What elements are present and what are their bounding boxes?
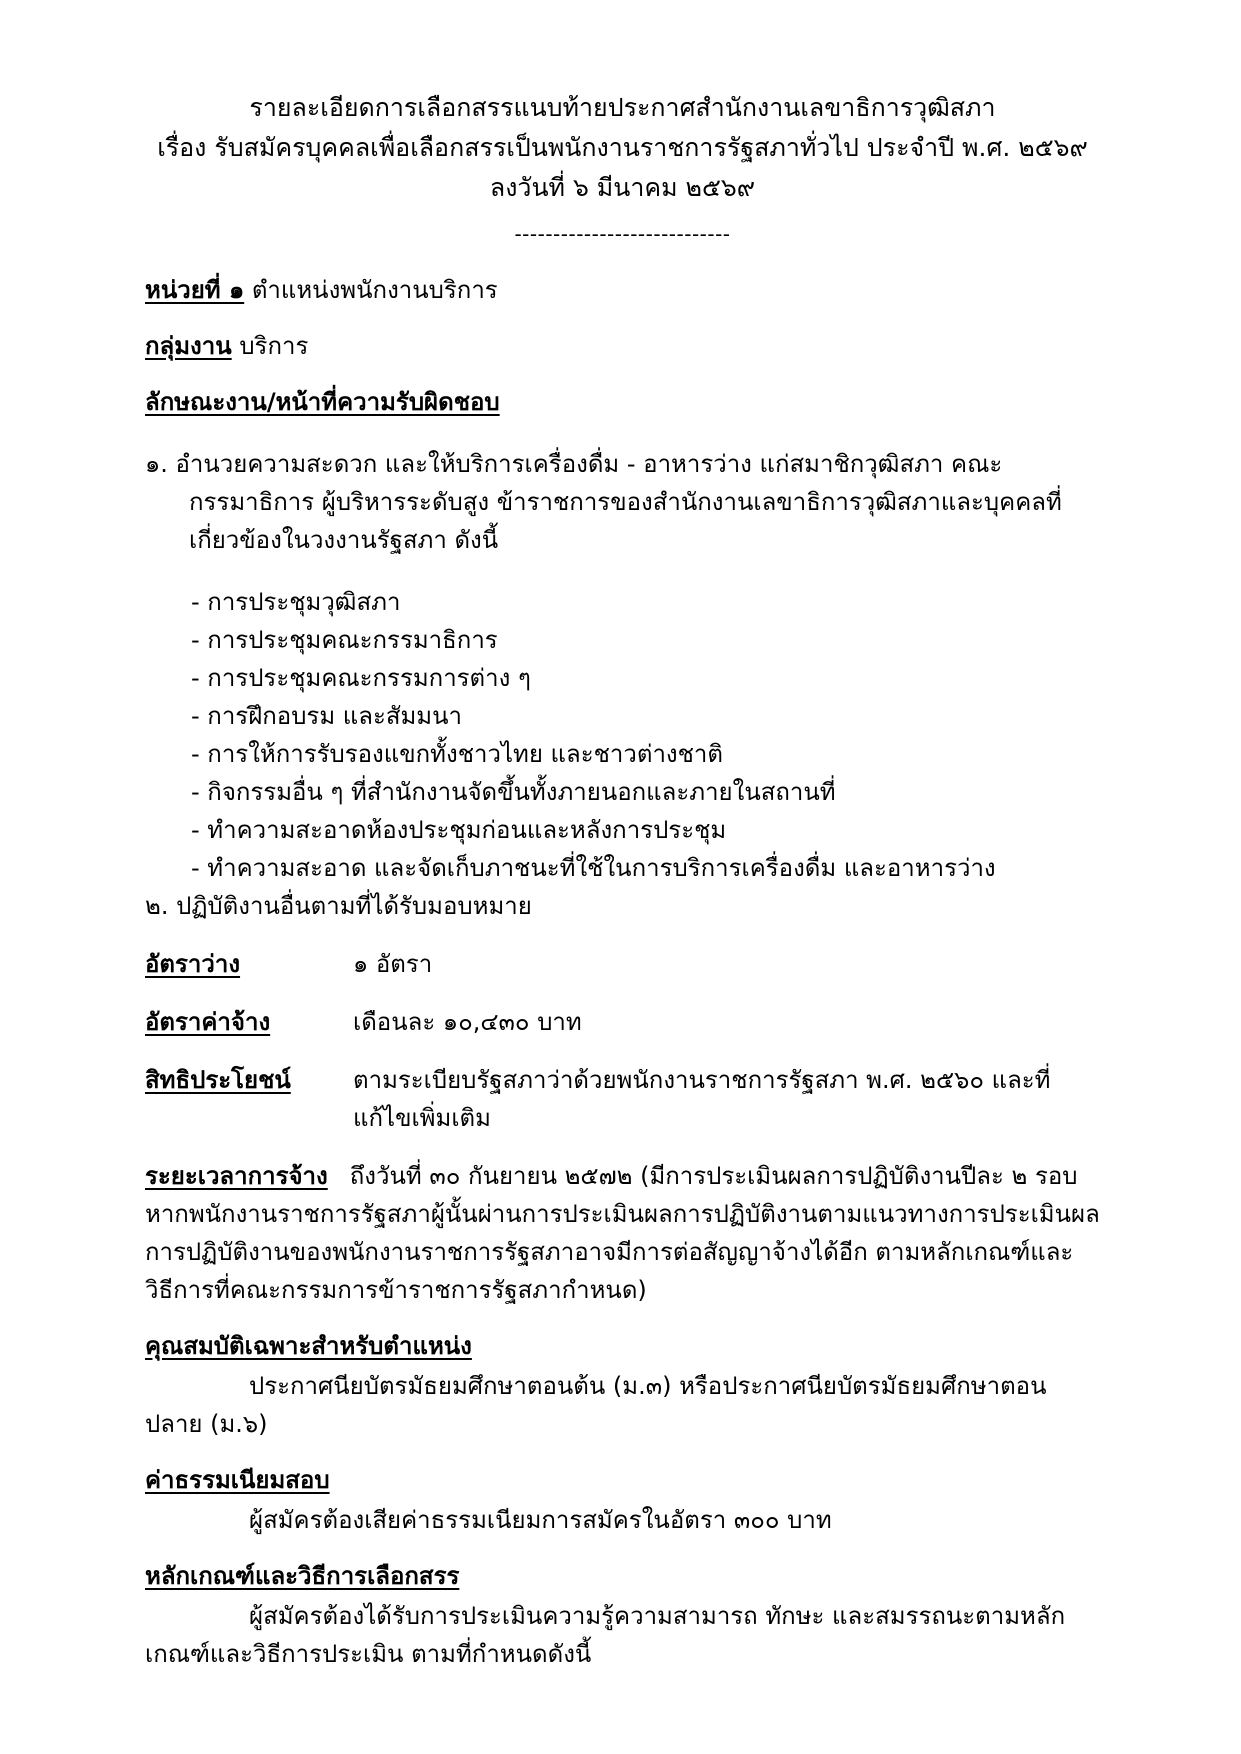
unit-heading	[145, 272, 1100, 309]
duties-heading: ลักษณะงาน/หน้าที่ความรับผิดชอบ	[145, 388, 500, 416]
exam-fee-heading-wrap	[145, 1462, 1100, 1499]
duties-sub-list	[145, 583, 1100, 887]
qualifications-heading: คุณสมบัติเฉพาะสำหรับตำแหน่ง	[145, 1332, 472, 1360]
duration-value: ถึงวันที่ ๓๐ กันยายน ๒๕๗๒ (มีการประเมินผลการปฏิบัติงานปีละ ๒ รอบ หากพนักงานราชการรัฐสภาผู้นั้นผ่านการประเมินผลการปฏิบัติงานตามแนวทางการประเมินผลการปฏิบัติงานของพนักงานราชการรัฐสภาอาจมีการต่อสัญญาจ้างได้อีก ตามหลักเกณฑ์และวิธีการที่คณะกรรมการข้าราชการรัฐสภากำหนด)	[145, 1162, 1100, 1304]
list-item: - กิจกรรมอื่น ๆ ที่สำนักงานจัดขึ้นทั้งภายนอกและภายในสถานที่	[191, 778, 836, 806]
list-item: - การประชุมคณะกรรมการต่าง ๆ	[191, 664, 531, 692]
divider-wrapper	[145, 222, 1100, 246]
vacancy-value: ๑ อัตรา	[353, 950, 433, 978]
duties-item-2: ๒. ปฏิบัติงานอื่นตามที่ได้รับมอบหมาย	[145, 892, 532, 920]
list-item: - การประชุมวุฒิสภา	[191, 588, 401, 616]
dashed-divider: ----------------------------	[514, 222, 731, 246]
exam-fee-text: ผู้สมัครต้องเสียค่าธรรมเนียมการสมัครในอัตรา ๓๐๐ บาท	[249, 1506, 832, 1534]
field-vacancy	[145, 945, 1100, 983]
criteria-heading-wrap	[145, 1558, 1100, 1595]
list-item: - การให้การรับรองแขกทั้งชาวไทย และชาวต่างชาติ	[191, 740, 723, 768]
wage-value: เดือนละ ๑๐,๔๓๐ บาท	[353, 1008, 582, 1036]
vacancy-label: อัตราว่าง	[145, 950, 241, 978]
group-heading	[145, 328, 1100, 365]
title-line-2: เรื่อง รับสมัครบุคคลเพื่อเลือกสรรเป็นพนักงานราชการรัฐสภาทั่วไป ประจำปี พ.ศ. ๒๕๖๙	[157, 133, 1088, 162]
title-line-1: รายละเอียดการเลือกสรรแนบท้ายประกาศสำนักงานเลขาธิการวุฒิสภา	[249, 93, 996, 122]
group-value: บริการ	[239, 332, 309, 360]
qualifications-heading-wrap	[145, 1328, 1100, 1365]
benefits-label: สิทธิประโยชน์	[145, 1066, 291, 1094]
title-line-3: ลงวันที่ ๖ มีนาคม ๒๕๖๙	[489, 173, 756, 202]
field-benefits	[145, 1061, 1100, 1137]
wage-label: อัตราค่าจ้าง	[145, 1008, 271, 1036]
unit-label: หน่วยที่ ๑	[145, 276, 245, 304]
criteria-text: ผู้สมัครต้องได้รับการประเมินความรู้ความสามารถ ทักษะ และสมรรถนะตามหลักเกณฑ์และวิธีการประเมิน ตามที่กำหนดดังนี้	[145, 1602, 1066, 1668]
field-duration	[145, 1157, 1100, 1309]
benefits-value: ตามระเบียบรัฐสภาว่าด้วยพนักงานราชการรัฐสภา พ.ศ. ๒๕๖๐ และที่แก้ไขเพิ่มเติม	[353, 1066, 1051, 1132]
duties-heading-wrap	[145, 384, 1100, 421]
list-item: - ทำความสะอาดห้องประชุมก่อนและหลังการประชุม	[191, 816, 727, 844]
exam-fee-heading: ค่าธรรมเนียมสอบ	[145, 1466, 330, 1494]
criteria-heading: หลักเกณฑ์และวิธีการเลือกสรร	[145, 1562, 460, 1590]
document-title	[145, 88, 1100, 208]
group-label: กลุ่มงาน	[145, 332, 232, 360]
field-wage	[145, 1003, 1100, 1041]
duties-item-1: ๑. อำนวยความสะดวก และให้บริการเครื่องดื่ม - อาหารว่าง แก่สมาชิกวุฒิสภา คณะกรรมาธิการ ผู้บริหารระดับสูง ข้าราชการของสำนักงานเลขาธิการวุฒิสภาและบุคคลที่เกี่ยวข้องในวงงานรัฐสภา ดังนี้	[145, 450, 1062, 554]
duration-label: ระยะเวลาการจ้าง	[145, 1162, 328, 1190]
qualifications-text: ประกาศนียบัตรมัธยมศึกษาตอนต้น (ม.๓) หรือประกาศนียบัตรมัธยมศึกษาตอนปลาย (ม.๖)	[145, 1372, 1047, 1438]
list-item: - การฝึกอบรม และสัมมนา	[191, 702, 463, 730]
list-item: - ทำความสะอาด และจัดเก็บภาชนะที่ใช้ในการบริการเครื่องดื่ม และอาหารว่าง	[191, 854, 996, 882]
list-item: - การประชุมคณะกรรมาธิการ	[191, 626, 498, 654]
unit-position: ตำแหน่งพนักงานบริการ	[251, 276, 498, 304]
document-content	[145, 88, 1100, 1673]
